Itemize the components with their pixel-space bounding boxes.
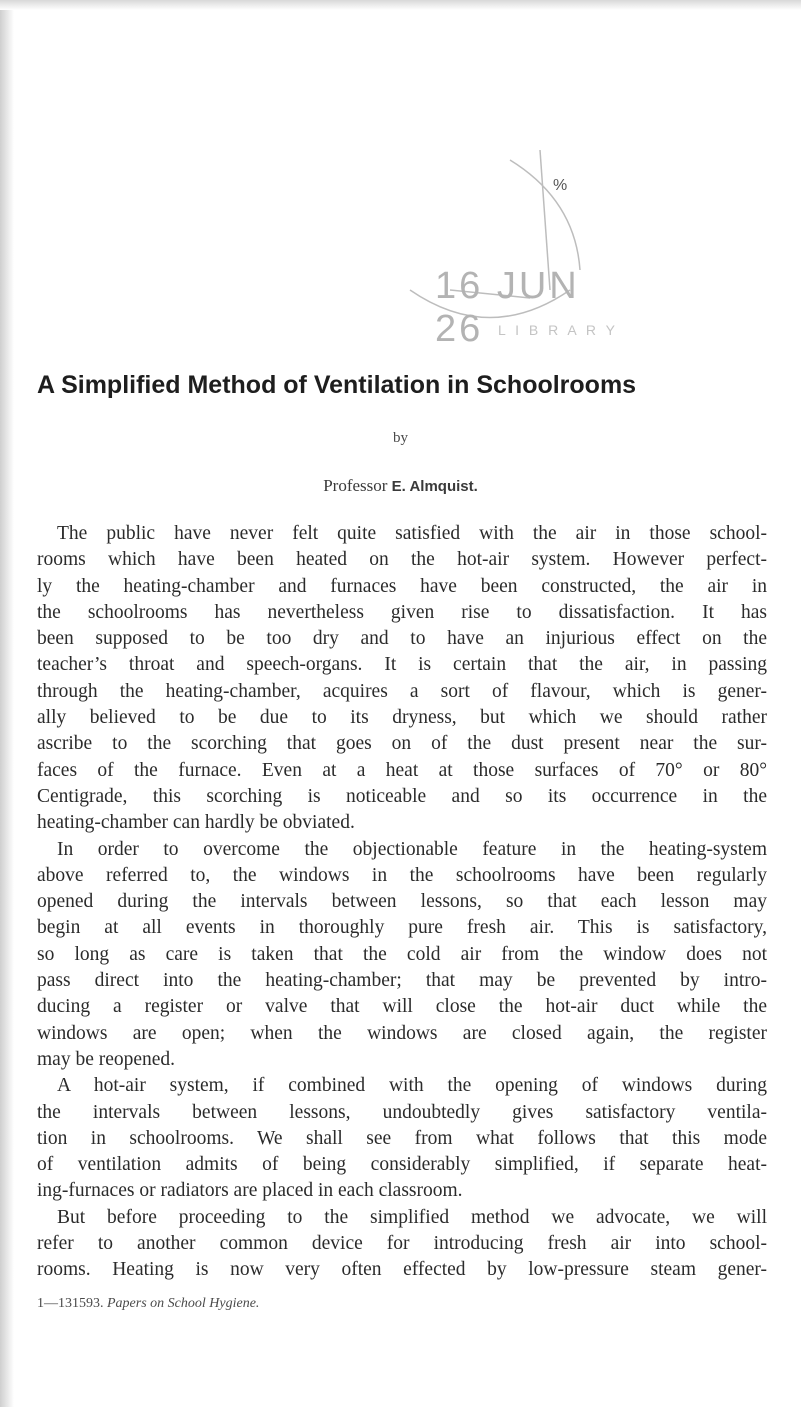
footnote bbox=[37, 1296, 259, 1312]
text-line: pass direct into the heating-chamber; that may be prevented by intro- bbox=[37, 970, 767, 992]
text-line: ing-furnaces or radiators are placed in each classroom. bbox=[37, 1180, 463, 1202]
svg-text:%: % bbox=[553, 177, 568, 194]
text-line: faces of the furnace. Even at a heat at those surfaces of 70° or 80° bbox=[37, 759, 767, 781]
text-line: Centigrade, this scorching is noticeable and so its occurrence in the bbox=[37, 785, 767, 807]
text-line: ally believed to be due to its dryness, but which we should rather bbox=[37, 707, 767, 729]
library-stamp bbox=[390, 140, 618, 350]
text-line: of ventilation admits of being considerably simplified, if separate heat- bbox=[37, 1154, 767, 1176]
byline: by bbox=[393, 430, 408, 446]
footnote-source: Papers on School Hygiene. bbox=[107, 1296, 260, 1311]
author-prefix: Professor bbox=[323, 476, 392, 495]
footnote-number: 1—131593. bbox=[37, 1296, 104, 1311]
text-line: A hot-air system, if combined with the opening of windows during bbox=[57, 1075, 767, 1097]
author-line bbox=[0, 476, 801, 496]
text-line: the intervals between lessons, undoubtedly gives satisfactory ventila- bbox=[37, 1101, 767, 1123]
text-line: been supposed to be too dry and to have an injurious effect on the bbox=[37, 628, 767, 650]
text-line: ascribe to the scorching that goes on of the dust present near the sur- bbox=[37, 733, 767, 755]
text-line: so long as care is taken that the cold air from the window does not bbox=[37, 943, 767, 965]
text-line: rooms which have been heated on the hot-air system. However perfect- bbox=[37, 549, 767, 571]
svg-text:L I B R A R Y: L I B R A R Y bbox=[498, 322, 618, 338]
text-line: may be reopened. bbox=[37, 1048, 176, 1070]
text-line: the schoolrooms has nevertheless given rise to dissatisfaction. It has bbox=[37, 601, 767, 623]
text-line: begin at all events in thoroughly pure fresh air. This is satisfactory, bbox=[37, 917, 767, 939]
text-line: ducing a register or valve that will close the hot-air duct while the bbox=[37, 996, 767, 1018]
article-title: A Simplified Method of Ventilation in Schoolrooms bbox=[37, 371, 637, 399]
text-line: ly the heating-chamber and furnaces have been constructed, the air in bbox=[37, 575, 767, 597]
text-line: In order to overcome the objectionable feature in the heating-system bbox=[57, 838, 767, 860]
text-line: opened during the intervals between lessons, so that each lesson may bbox=[37, 891, 767, 913]
text-line: teacher’s throat and speech-organs. It is certain that the air, in passing bbox=[37, 654, 767, 676]
text-line: tion in schoolrooms. We shall see from what follows that this mode bbox=[37, 1127, 767, 1149]
article-body bbox=[37, 521, 767, 1284]
text-line: But before proceeding to the simplified method we advocate, we will bbox=[57, 1206, 767, 1228]
text-line: rooms. Heating is now very often effected by low-pressure steam gener- bbox=[37, 1259, 767, 1281]
page-edge-shadow bbox=[0, 0, 14, 1407]
text-line: The public have never felt quite satisfied with the air in those school- bbox=[57, 523, 767, 544]
text-line: heating-chamber can hardly be obviated. bbox=[37, 812, 355, 834]
text-line: windows are open; when the windows are closed again, the register bbox=[37, 1022, 767, 1044]
text-line: refer to another common device for introducing fresh air into school- bbox=[37, 1233, 767, 1255]
text-line: above referred to, the windows in the schoolrooms have been regularly bbox=[37, 864, 767, 886]
author-name: E. Almquist. bbox=[391, 478, 478, 495]
page-top-shadow bbox=[0, 0, 801, 10]
text-line: through the heating-chamber, acquires a sort of flavour, which is gener- bbox=[37, 680, 767, 702]
stamp-date: 16 JUN 26 bbox=[435, 265, 580, 350]
